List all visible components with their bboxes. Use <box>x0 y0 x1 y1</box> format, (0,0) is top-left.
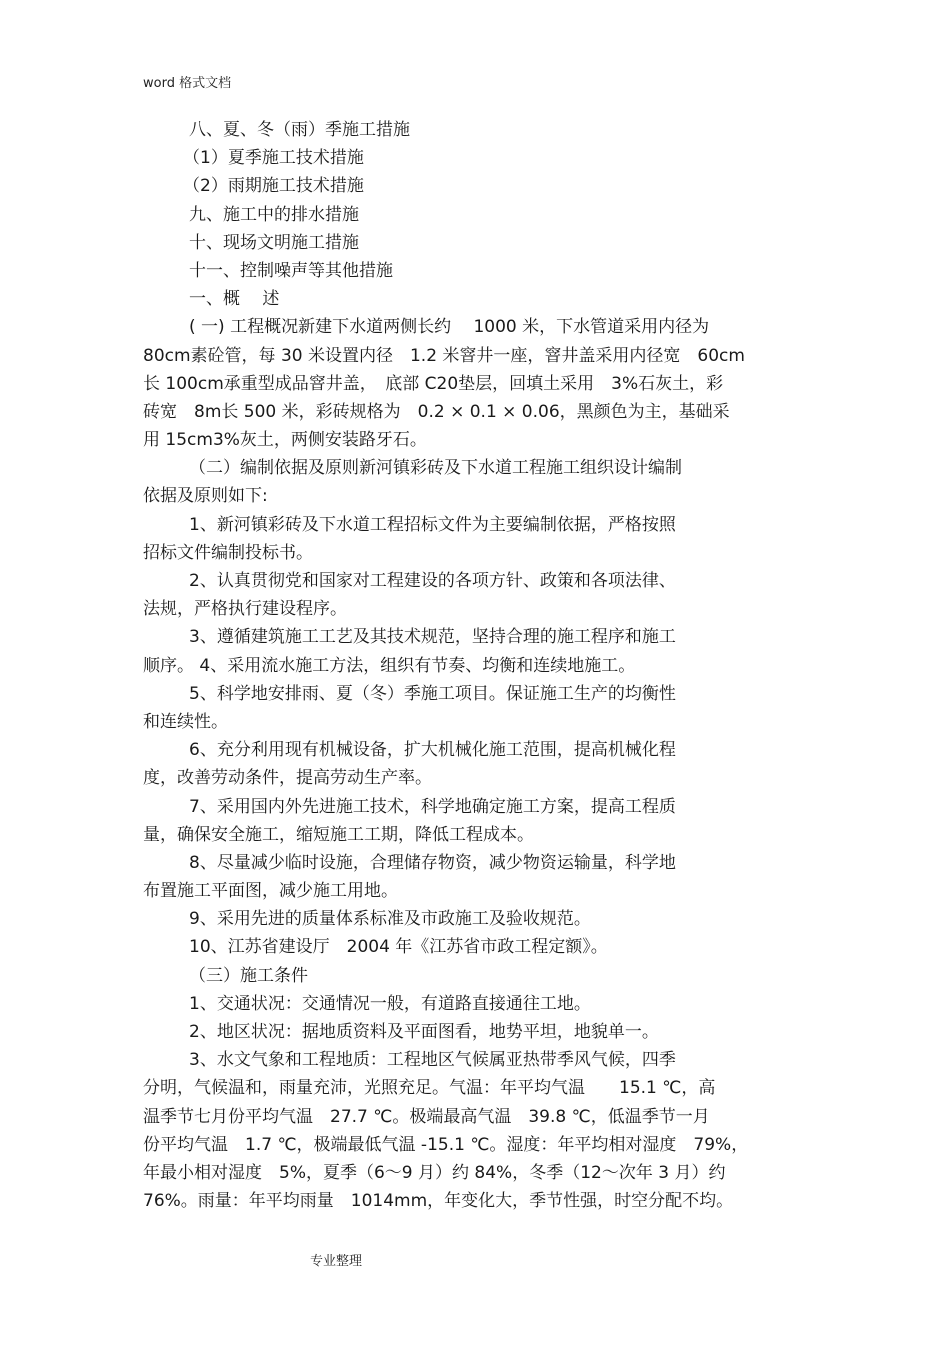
document-body <box>143 116 815 1215</box>
text-line: ( 一) 工程概况新建下水道两侧长约 1000 米，下水管道采用内径为 <box>189 317 710 338</box>
text-line: 和连续性。 <box>143 711 228 732</box>
text-line: 依据及原则如下: <box>143 486 268 507</box>
text-line: 1、新河镇彩砖及下水道工程招标文件为主要编制依据，严格按照 <box>189 514 676 535</box>
text-line: 10、江苏省建设厅 2004 年《江苏省市政工程定额》。 <box>189 937 608 958</box>
page-footer: 专业整理 <box>310 1254 363 1269</box>
text-line: 一、概 述 <box>189 289 280 310</box>
text-line: 长 100cm承重型成品窨井盖， 底部 C20垫层，回填土采用 3%石灰土，彩 <box>143 373 724 394</box>
text-line: 九、施工中的排水措施 <box>189 204 359 225</box>
text-line: （2）雨期施工技术措施 <box>183 176 364 197</box>
text-line: 1、交通状况：交通情况一般，有道路直接通往工地。 <box>189 993 591 1014</box>
text-line: 2、认真贯彻党和国家对工程建设的各项方针、政策和各项法律、 <box>189 571 676 591</box>
text-line: 八、夏、冬（雨）季施工措施 <box>189 120 410 140</box>
text-line: 度，改善劳动条件，提高劳动生产率。 <box>143 768 432 789</box>
text-line: 8、尽量减少临时设施，合理储存物资，减少物资运输量，科学地 <box>189 852 676 873</box>
text-line: 2、地区状况：据地质资料及平面图看，地势平坦，地貌单一。 <box>189 1022 659 1042</box>
text-line: 十一、控制噪声等其他措施 <box>189 260 393 281</box>
text-line: 5、科学地安排雨、夏（冬）季施工项目。保证施工生产的均衡性 <box>189 683 676 704</box>
text-line: 年最小相对湿度 5%，夏季（6～9 月）约 84%，冬季（12～次年 3 月）约 <box>143 1162 726 1183</box>
text-line: 3、遵循建筑施工工艺及其技术规范，坚持合理的施工程序和施工 <box>189 627 676 648</box>
text-line: 招标文件编制投标书。 <box>143 542 313 563</box>
text-line: （二）编制依据及原则新河镇彩砖及下水道工程施工组织设计编制 <box>189 458 682 479</box>
text-line: （1）夏季施工技术措施 <box>183 148 364 169</box>
text-line: 6、充分利用现有机械设备，扩大机械化施工范围，提高机械化程 <box>189 740 676 761</box>
text-line: 量，确保安全施工，缩短施工工期，降低工程成本。 <box>143 824 534 845</box>
text-line: 布置施工平面图，减少施工用地。 <box>143 881 398 902</box>
text-line: 76%。雨量：年平均雨量 1014mm，年变化大，季节性强，时空分配不均。 <box>143 1191 734 1212</box>
text-line: 十、现场文明施工措施 <box>189 232 359 253</box>
text-line: （三）施工条件 <box>189 965 308 986</box>
text-line: 用 15cm3%灰土，两侧安装路牙石。 <box>143 430 427 451</box>
text-line: 份平均气温 1.7 ℃，极端最低气温 -15.1 ℃。湿度：年平均相对湿度 79%， <box>143 1134 749 1155</box>
page-header: word 格式文档 <box>143 76 232 91</box>
text-line: 法规，严格执行建设程序。 <box>143 599 347 620</box>
text-line: 温季节七月份平均气温 27.7 ℃。极端最高气温 39.8 ℃，低温季节一月 <box>143 1106 710 1127</box>
text-line: 80cm素砼管，每 30 米设置内径 1.2 米窨井一座，窨井盖采用内径宽 60cm <box>143 345 745 366</box>
text-line: 砖宽 8m长 500 米，彩砖规格为 0.2 × 0.1 × 0.06，黑颜色为主，基础采 <box>143 401 730 422</box>
text-line: 顺序。 4、采用流水施工方法，组织有节奏、均衡和连续地施工。 <box>143 655 636 676</box>
text-line: 9、采用先进的质量体系标准及市政施工及验收规范。 <box>189 909 591 930</box>
text-line: 3、水文气象和工程地质：工程地区气候属亚热带季风气候，四季 <box>189 1050 676 1071</box>
text-line: 7、采用国内外先进施工技术，科学地确定施工方案，提高工程质 <box>189 796 676 817</box>
text-line: 分明，气候温和，雨量充沛，光照充足。气温：年平均气温 15.1 ℃，高 <box>143 1078 716 1099</box>
